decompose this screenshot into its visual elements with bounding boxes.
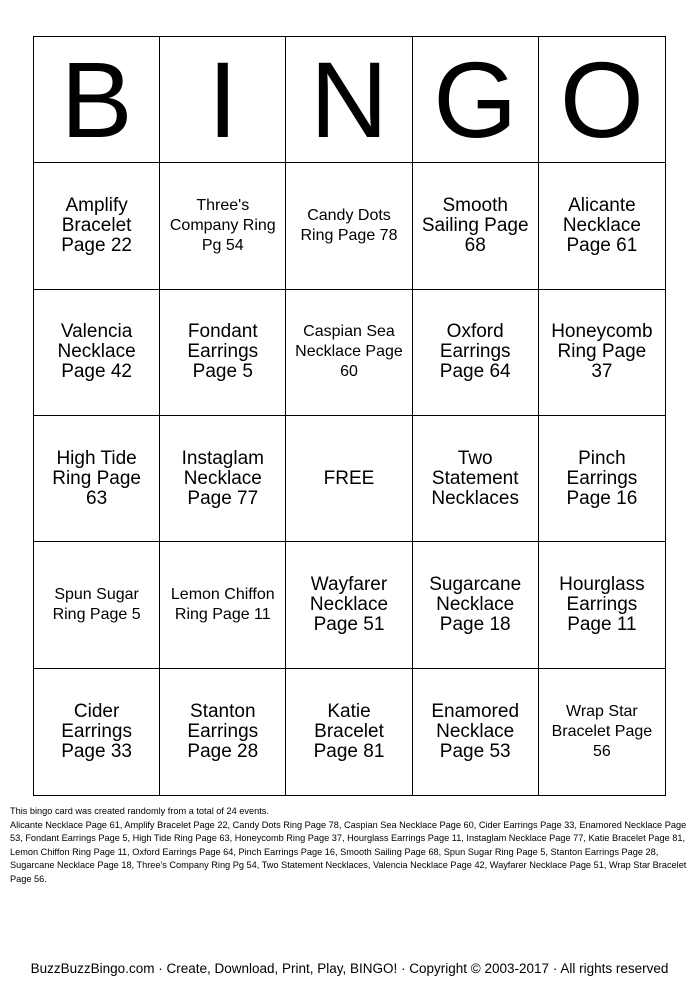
bingo-cell: Valencia Necklace Page 42: [34, 290, 160, 416]
bingo-card: [33, 36, 666, 796]
bingo-cell: Two Statement Necklaces: [413, 416, 539, 542]
bingo-cell: Fondant Earrings Page 5: [160, 290, 286, 416]
header-letter-o: O: [539, 37, 665, 163]
created-note: This bingo card was created randomly from a total of 24 events.: [10, 806, 269, 816]
bingo-cell: Cider Earrings Page 33: [34, 669, 160, 795]
bingo-cell: Honeycomb Ring Page 37: [539, 290, 665, 416]
bingo-cell: Wrap Star Bracelet Page 56: [551, 702, 653, 760]
bingo-cell: Enamored Necklace Page 53: [413, 669, 539, 795]
free-space-cell: FREE: [286, 416, 412, 542]
bingo-cell: Smooth Sailing Page 68: [413, 163, 539, 289]
bingo-cell: Hourglass Earrings Page 11: [539, 542, 665, 668]
bingo-cell: Katie Bracelet Page 81: [286, 669, 412, 795]
bingo-cell: Amplify Bracelet Page 22: [34, 163, 160, 289]
bingo-cell: Stanton Earrings Page 28: [160, 669, 286, 795]
bingo-cell: Wayfarer Necklace Page 51: [286, 542, 412, 668]
card-info: [10, 805, 690, 887]
header-letter-b: B: [34, 37, 160, 163]
bingo-cell: Instaglam Necklace Page 77: [160, 416, 286, 542]
bingo-cell: High Tide Ring Page 63: [34, 416, 160, 542]
event-list: Alicante Necklace Page 61, Amplify Bracelet Page 22, Candy Dots Ring Page 78, Caspian Sea Necklace Page 60, Cider Earrings Page 33, Enamored Necklace Page 53, Fondant Earrings Page 5, High Tide Ring Page 63, Honeycomb Ring Page 37, Hourglass Earrings Page 11, Instaglam Necklace Page 77, Katie Bracelet Page 81, Lemon Chiffon Ring Page 11, Oxford Earrings Page 64, Pinch Earrings Page 16, Smooth Sailing Page 68, Spun Sugar Ring Page 5, Stanton Earrings Page 28, Sugarcane Necklace Page 18, Three's Company Ring Pg 54, Two Statement Necklaces, Valencia Necklace Page 42, Wayfarer Necklace Page 51, Wrap Star Bracelet Page 56.: [10, 819, 687, 884]
bingo-cell: Sugarcane Necklace Page 18: [413, 542, 539, 668]
header-letter-n: N: [286, 37, 412, 163]
bingo-cell: Alicante Necklace Page 61: [539, 163, 665, 289]
bingo-cell: Oxford Earrings Page 64: [413, 290, 539, 416]
footer-copyright: BuzzBuzzBingo.com · Create, Download, Print, Play, BINGO! · Copyright © 2003-2017 · All rights reserved: [30, 961, 669, 976]
bingo-cell: Three's Company Ring Pg 54: [160, 163, 286, 289]
header-letter-g: G: [413, 37, 539, 163]
bingo-cell: Caspian Sea Necklace Page 60: [286, 290, 412, 416]
bingo-cell: Pinch Earrings Page 16: [539, 416, 665, 542]
bingo-cell: Spun Sugar Ring Page 5: [34, 542, 160, 668]
header-letter-i: I: [160, 37, 286, 163]
bingo-cell: Lemon Chiffon Ring Page 11: [160, 542, 286, 668]
bingo-cell: Candy Dots Ring Page 78: [286, 163, 412, 289]
